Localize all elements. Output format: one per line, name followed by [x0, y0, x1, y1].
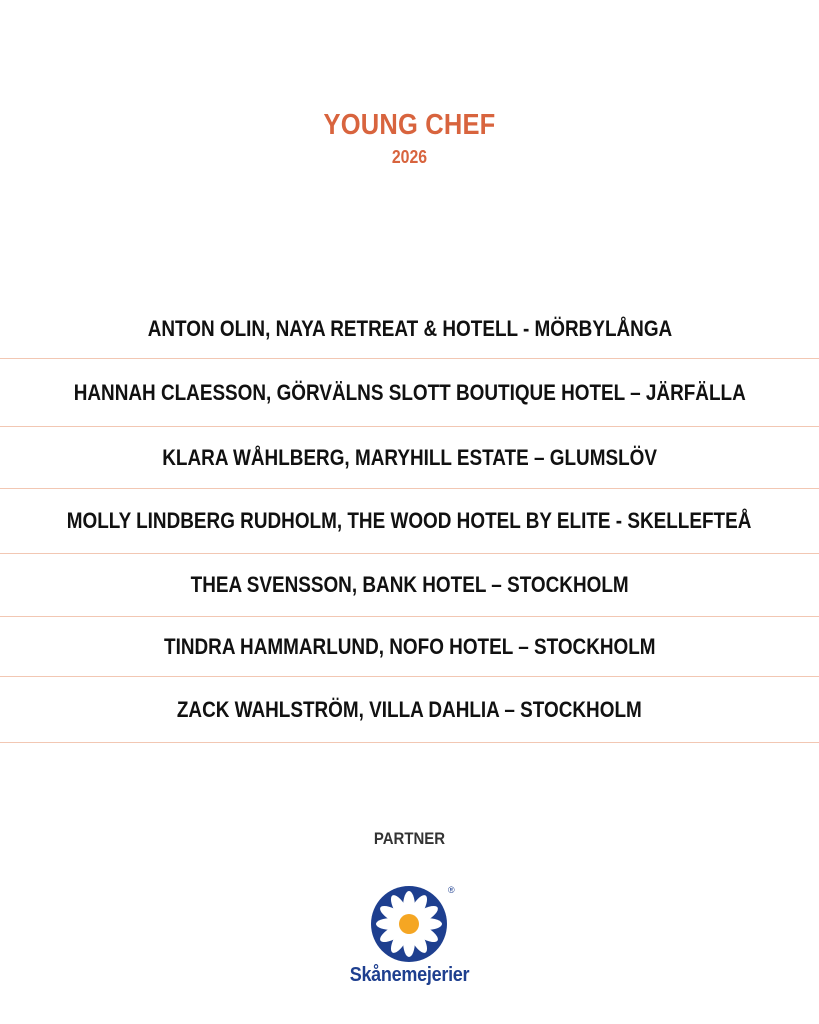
list-item [0, 359, 819, 427]
page-header [0, 108, 819, 167]
page-year: 2026 [391, 147, 428, 167]
registered-mark: ® [448, 885, 455, 895]
list-item [0, 296, 819, 359]
partner-label: PARTNER [373, 829, 446, 848]
list-item-text: THEA SVENSSON, BANK HOTEL – STOCKHOLM [190, 572, 629, 597]
brand-name: Skånemejerier [349, 964, 470, 986]
list-item [0, 554, 819, 617]
list-item [0, 677, 819, 743]
list-item-text: ANTON OLIN, NAYA RETREAT & HOTELL - MÖRBYLÅNGA [147, 316, 672, 341]
page-title: YOUNG CHEF [323, 109, 496, 141]
list-item [0, 427, 819, 489]
list-item-text: ZACK WAHLSTRÖM, VILLA DAHLIA – STOCKHOLM [177, 696, 642, 722]
winners-list [0, 296, 819, 743]
list-item-text: TINDRA HAMMARLUND, NOFO HOTEL – STOCKHOLM [163, 633, 656, 659]
list-item-text: MOLLY LINDBERG RUDHOLM, THE WOOD HOTEL BY ELITE - SKELLEFTEÅ [67, 508, 752, 533]
daisy-logo-icon [366, 882, 456, 964]
list-item-text: HANNAH CLAESSON, GÖRVÄLNS SLOTT BOUTIQUE HOTEL – JÄRFÄLLA [73, 379, 746, 405]
list-item [0, 489, 819, 554]
list-item [0, 617, 819, 677]
list-item-text: KLARA WÅHLBERG, MARYHILL ESTATE – GLUMSLÖV [162, 444, 657, 470]
